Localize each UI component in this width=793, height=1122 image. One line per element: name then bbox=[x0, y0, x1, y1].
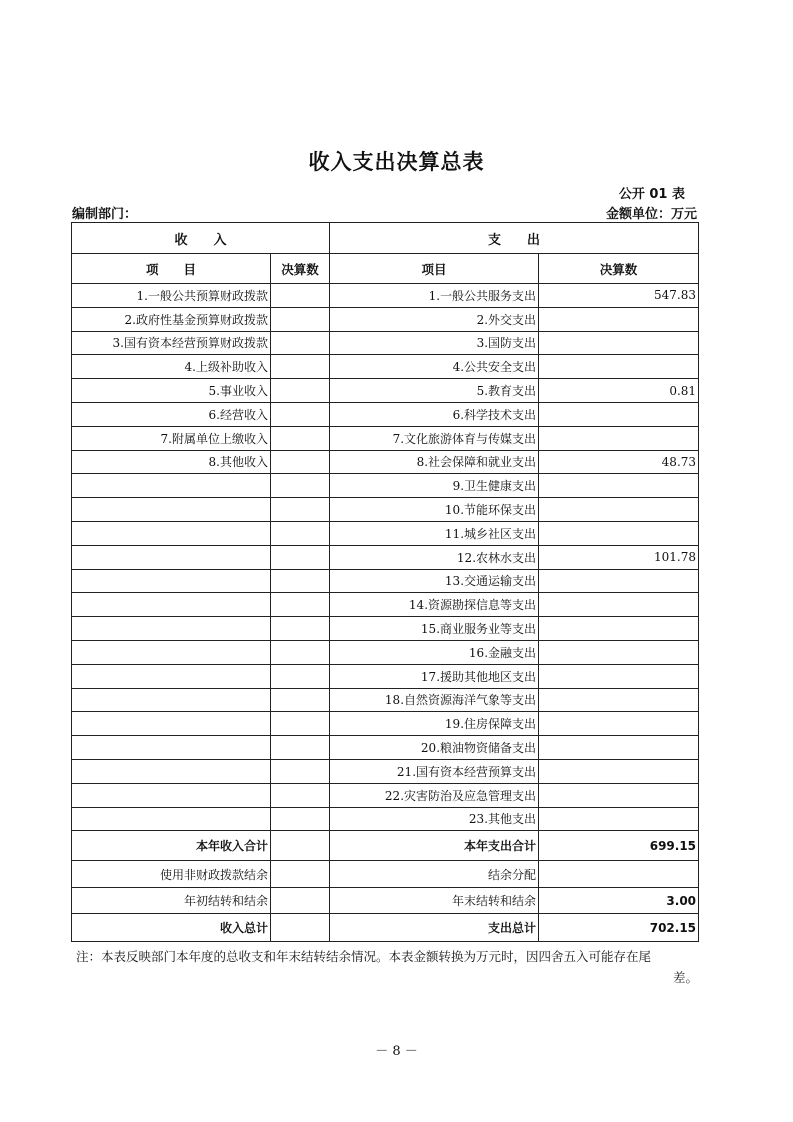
end-carryover-amount: 3.00 bbox=[539, 887, 699, 914]
table-row bbox=[72, 521, 699, 545]
table-row bbox=[72, 736, 699, 760]
income-item-cell bbox=[72, 569, 271, 593]
header-row-columns bbox=[72, 254, 699, 284]
year-expense-total-label: 本年支出合计 bbox=[330, 831, 539, 861]
expense-amount-cell bbox=[539, 355, 699, 379]
income-item-cell: 5.事业收入 bbox=[72, 379, 271, 403]
footnote-line-2: 差。 bbox=[672, 970, 698, 985]
form-number: 公开 01 表 bbox=[618, 187, 685, 202]
income-item-cell bbox=[72, 545, 271, 569]
income-item-cell: 8.其他收入 bbox=[72, 450, 271, 474]
income-amount-cell bbox=[271, 640, 330, 664]
footnote-line-1: 注：本表反映部门本年度的总收支和年末结转结余情况。本表金额转换为万元时，因四舍五入可能存在尾 bbox=[76, 949, 652, 964]
expense-amount-cell bbox=[539, 569, 699, 593]
surplus-distribution-label: 结余分配 bbox=[330, 861, 539, 888]
footnote bbox=[76, 946, 698, 988]
table-row bbox=[72, 569, 699, 593]
expense-item-cell: 3.国防支出 bbox=[330, 331, 539, 355]
expense-amount-cell bbox=[539, 307, 699, 331]
table-row bbox=[72, 426, 699, 450]
expense-amount-cell bbox=[539, 474, 699, 498]
expense-item-cell: 17.援助其他地区支出 bbox=[330, 664, 539, 688]
table-row bbox=[72, 783, 699, 807]
expense-amount-cell bbox=[539, 593, 699, 617]
expense-item-cell: 12.农林水支出 bbox=[330, 545, 539, 569]
table-row bbox=[72, 474, 699, 498]
page-number: － 8 － bbox=[375, 1044, 418, 1059]
expense-amount-cell: 101.78 bbox=[539, 545, 699, 569]
table-row bbox=[72, 355, 699, 379]
table-row bbox=[72, 593, 699, 617]
expense-amount-cell bbox=[539, 498, 699, 522]
expense-grand-total-amount: 702.15 bbox=[539, 914, 699, 942]
income-item-cell: 3.国有资本经营预算财政拨款 bbox=[72, 331, 271, 355]
table-row bbox=[72, 498, 699, 522]
expense-item-cell: 13.交通运输支出 bbox=[330, 569, 539, 593]
end-carryover-label: 年末结转和结余 bbox=[330, 887, 539, 914]
income-amount-cell bbox=[271, 593, 330, 617]
expense-item-cell: 11.城乡社区支出 bbox=[330, 521, 539, 545]
expense-section-header: 支 出 bbox=[330, 223, 699, 254]
income-item-cell bbox=[72, 617, 271, 641]
income-item-cell bbox=[72, 664, 271, 688]
expense-amount-header: 决算数 bbox=[539, 254, 699, 284]
expense-amount-cell bbox=[539, 617, 699, 641]
carryover-row bbox=[72, 887, 699, 914]
income-amount-cell bbox=[271, 712, 330, 736]
table-row bbox=[72, 712, 699, 736]
expense-amount-cell bbox=[539, 807, 699, 831]
table-row bbox=[72, 807, 699, 831]
income-item-cell bbox=[72, 736, 271, 760]
expense-amount-cell bbox=[539, 640, 699, 664]
table-row bbox=[72, 379, 699, 403]
expense-item-cell: 18.自然资源海洋气象等支出 bbox=[330, 688, 539, 712]
expense-amount-cell: 547.83 bbox=[539, 284, 699, 308]
income-amount-cell bbox=[271, 355, 330, 379]
income-grand-total-label: 收入总计 bbox=[72, 914, 271, 942]
income-item-cell bbox=[72, 807, 271, 831]
table-row bbox=[72, 545, 699, 569]
income-amount-cell bbox=[271, 736, 330, 760]
expense-item-cell: 6.科学技术支出 bbox=[330, 402, 539, 426]
table-row bbox=[72, 759, 699, 783]
expense-amount-cell bbox=[539, 402, 699, 426]
nonfiscal-surplus-amount bbox=[271, 861, 330, 888]
amount-unit-label: 金额单位：万元 bbox=[605, 207, 697, 222]
income-amount-cell bbox=[271, 474, 330, 498]
expense-item-cell: 22.灾害防治及应急管理支出 bbox=[330, 783, 539, 807]
income-amount-cell bbox=[271, 498, 330, 522]
income-amount-cell bbox=[271, 759, 330, 783]
income-amount-cell bbox=[271, 402, 330, 426]
income-item-cell bbox=[72, 688, 271, 712]
income-item-cell bbox=[72, 521, 271, 545]
expense-amount-cell bbox=[539, 521, 699, 545]
expense-item-cell: 4.公共安全支出 bbox=[330, 355, 539, 379]
expense-item-cell: 2.外交支出 bbox=[330, 307, 539, 331]
table-row bbox=[72, 331, 699, 355]
expense-amount-cell bbox=[539, 426, 699, 450]
year-income-total-label: 本年收入合计 bbox=[72, 831, 271, 861]
expense-item-header: 项目 bbox=[330, 254, 539, 284]
income-amount-cell bbox=[271, 379, 330, 403]
table-row bbox=[72, 688, 699, 712]
header-row-sections bbox=[72, 223, 699, 254]
expense-item-cell: 14.资源勘探信息等支出 bbox=[330, 593, 539, 617]
income-grand-total-amount bbox=[271, 914, 330, 942]
expense-grand-total-label: 支出总计 bbox=[330, 914, 539, 942]
income-amount-cell bbox=[271, 688, 330, 712]
income-amount-cell bbox=[271, 307, 330, 331]
expense-item-cell: 16.金融支出 bbox=[330, 640, 539, 664]
income-item-cell bbox=[72, 474, 271, 498]
table-row bbox=[72, 640, 699, 664]
expense-amount-cell bbox=[539, 688, 699, 712]
expense-item-cell: 15.商业服务业等支出 bbox=[330, 617, 539, 641]
income-amount-cell bbox=[271, 807, 330, 831]
page-title: 收入支出决算总表 bbox=[308, 150, 485, 174]
expense-item-cell: 1.一般公共服务支出 bbox=[330, 284, 539, 308]
income-item-cell: 2.政府性基金预算财政拨款 bbox=[72, 307, 271, 331]
year-total-row bbox=[72, 831, 699, 861]
income-item-cell: 6.经营收入 bbox=[72, 402, 271, 426]
income-amount-cell bbox=[271, 545, 330, 569]
expense-amount-cell bbox=[539, 712, 699, 736]
income-item-header: 项 目 bbox=[72, 254, 271, 284]
income-amount-cell bbox=[271, 617, 330, 641]
income-amount-cell bbox=[271, 783, 330, 807]
income-item-cell bbox=[72, 593, 271, 617]
expense-amount-cell bbox=[539, 331, 699, 355]
table-row bbox=[72, 450, 699, 474]
income-item-cell bbox=[72, 498, 271, 522]
income-item-cell: 4.上级补助收入 bbox=[72, 355, 271, 379]
income-item-cell: 7.附属单位上缴收入 bbox=[72, 426, 271, 450]
expense-item-cell: 10.节能环保支出 bbox=[330, 498, 539, 522]
table-row bbox=[72, 664, 699, 688]
income-amount-cell bbox=[271, 521, 330, 545]
expense-item-cell: 23.其他支出 bbox=[330, 807, 539, 831]
expense-item-cell: 20.粮油物资储备支出 bbox=[330, 736, 539, 760]
nonfiscal-surplus-row bbox=[72, 861, 699, 888]
expense-amount-cell: 0.81 bbox=[539, 379, 699, 403]
income-item-cell bbox=[72, 640, 271, 664]
expense-item-cell: 7.文化旅游体育与传媒支出 bbox=[330, 426, 539, 450]
expense-amount-cell bbox=[539, 736, 699, 760]
income-amount-header: 决算数 bbox=[271, 254, 330, 284]
income-item-cell bbox=[72, 759, 271, 783]
table-row bbox=[72, 402, 699, 426]
income-item-cell: 1.一般公共预算财政拨款 bbox=[72, 284, 271, 308]
income-amount-cell bbox=[271, 426, 330, 450]
income-expense-table bbox=[71, 222, 699, 942]
income-amount-cell bbox=[271, 331, 330, 355]
table-row bbox=[72, 284, 699, 308]
expense-amount-cell bbox=[539, 759, 699, 783]
income-item-cell bbox=[72, 712, 271, 736]
expense-amount-cell bbox=[539, 664, 699, 688]
department-label: 编制部门： bbox=[72, 207, 138, 222]
year-expense-total-amount: 699.15 bbox=[539, 831, 699, 861]
income-section-header: 收 入 bbox=[72, 223, 330, 254]
expense-item-cell: 5.教育支出 bbox=[330, 379, 539, 403]
income-amount-cell bbox=[271, 284, 330, 308]
begin-carryover-amount bbox=[271, 887, 330, 914]
surplus-distribution-amount bbox=[539, 861, 699, 888]
table-row bbox=[72, 617, 699, 641]
year-income-total-amount bbox=[271, 831, 330, 861]
income-item-cell bbox=[72, 783, 271, 807]
table-row bbox=[72, 307, 699, 331]
expense-amount-cell: 48.73 bbox=[539, 450, 699, 474]
expense-item-cell: 8.社会保障和就业支出 bbox=[330, 450, 539, 474]
expense-item-cell: 19.住房保障支出 bbox=[330, 712, 539, 736]
income-amount-cell bbox=[271, 569, 330, 593]
grand-total-row bbox=[72, 914, 699, 942]
nonfiscal-surplus-label: 使用非财政拨款结余 bbox=[72, 861, 271, 888]
expense-item-cell: 9.卫生健康支出 bbox=[330, 474, 539, 498]
expense-amount-cell bbox=[539, 783, 699, 807]
expense-item-cell: 21.国有资本经营预算支出 bbox=[330, 759, 539, 783]
income-amount-cell bbox=[271, 450, 330, 474]
begin-carryover-label: 年初结转和结余 bbox=[72, 887, 271, 914]
income-amount-cell bbox=[271, 664, 330, 688]
